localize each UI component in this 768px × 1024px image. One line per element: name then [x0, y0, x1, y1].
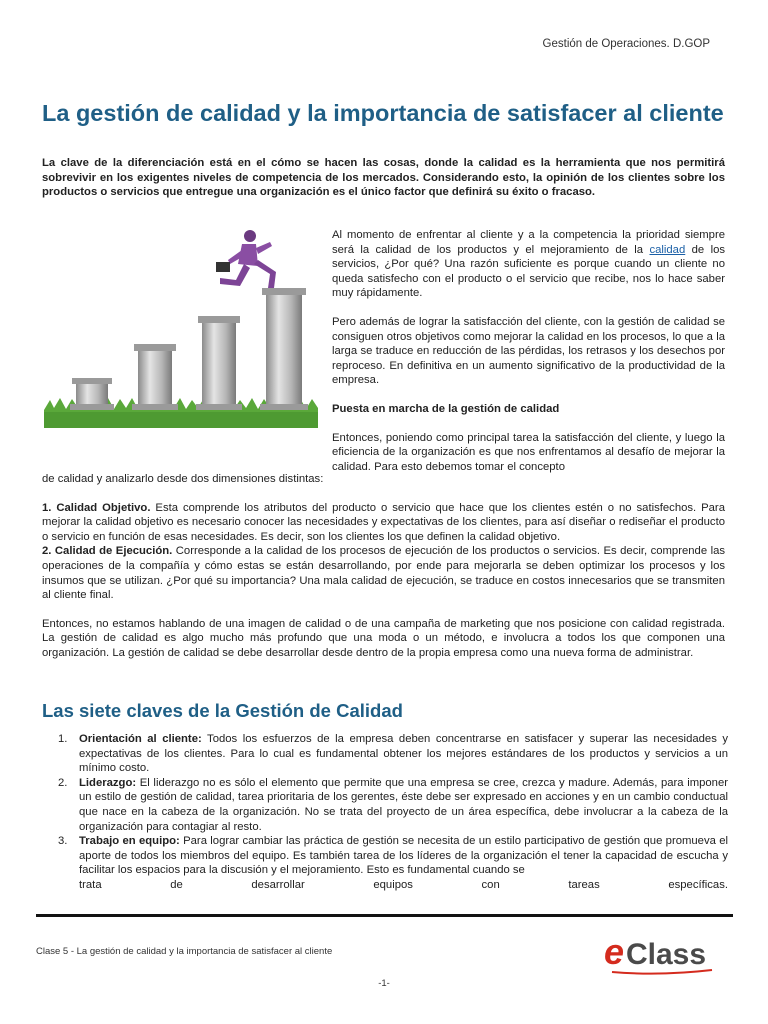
intro-paragraph-2: Pero además de lograr la satisfacción del cliente, con la gestión de calidad se consiguen otros objetivos como mejorar la calidad en los procesos, lo que a la larga se traduce en reducción de las pérdidas, los retrasos y los desechos por reproceso. En definitiva en un aumento significativo de la productividad de la empresa. — [332, 315, 725, 387]
intro-paragraph-3: Entonces, poniendo como principal tarea la satisfacción del cliente, y luego la eficiencia de la organización es que nos enfrentamos al desafío de mejorar la calidad. Para esto debemos tomar el concepto — [332, 431, 725, 473]
list-item-last-line: trata de desarrollar equipos con tareas específicas. — [79, 878, 728, 891]
column-4 — [260, 288, 308, 410]
lead-paragraph: La clave de la diferenciación está en el cómo se hacen las cosas, donde la calidad es la herramienta que nos permitirá sobrevivir en los exigentes niveles de competencia de los mercados. Considerando esto, la opinión de los clientes sobre los productos o servicios que entregue una organización es el único factor que definirá su éxito o fracaso. — [42, 157, 725, 199]
seven-keys-list — [42, 732, 728, 893]
body-block — [42, 472, 725, 661]
column-2 — [132, 344, 178, 410]
section-title-siete-claves: Las siete claves de la Gestión de Calidad — [42, 700, 403, 721]
eclass-logo-text: Class — [626, 938, 707, 971]
jumping-businessman-figure — [216, 230, 276, 288]
columns-illustration — [42, 228, 320, 430]
svg-text:e: e — [604, 931, 625, 972]
list-item: 3. Trabajo en equipo: Para lograr cambiar las práctica de gestión se necesita de un estilo participativo de gestión que promueva el aporte de todos los miembros del equipo. Es también tarea de los líderes de la organización el tener la capacidad de escucha y facilitar los espacios para la discusión y el mejoramiento. Esto es fundamental cuando se trata de desarrollar equipos con tareas específicas. — [58, 835, 729, 891]
page-title: La gestión de calidad y la importancia de satisfacer al cliente — [42, 100, 724, 126]
eclass-logo — [600, 930, 730, 976]
footer-caption: Clase 5 - La gestión de calidad y la importancia de satisfacer al cliente — [36, 946, 333, 957]
dimension-objetivo: 1. Calidad Objetivo. Esta comprende los atributos del producto o servicio que hace que los clientes estén o no satisfechos. Para mejorar la calidad objetivo es necesario conocer las necesidades y expectativas de los clientes, para así diseñar o rediseñar el producto o servicio en función de esas necesidades. Es decir, son los clientes los que definen la calidad objetivo. — [42, 501, 725, 543]
closing-paragraph: Entonces, no estamos hablando de una imagen de calidad o de una campaña de marketing que nos posicione con calidad registrada. La gestión de calidad es algo mucho más profundo que una moda o un método, e involucra a todos los que componen una organización. La gestión de calidad se debe desarrollar desde dentro de la propia empresa como una nueva forma de administrar. — [42, 617, 725, 659]
subheading-puesta-en-marcha: Puesta en marcha de la gestión de calidad — [332, 402, 560, 415]
column-3 — [196, 316, 242, 410]
calidad-link[interactable]: calidad — [649, 243, 686, 256]
document-header: Gestión de Operaciones. D.GOP — [542, 38, 710, 50]
page-number: -1- — [378, 978, 390, 989]
intro-column — [332, 228, 725, 474]
intro-paragraph-1: Al momento de enfrentar al cliente y a la competencia la prioridad siempre será la calidad de los productos y el mejoramiento de la calidad de los servicios, ¿Por qué? Una razón suficiente es porque cuando un cliente no queda satisfecho con el producto o el servicio que recibe, nos lo hace saber muy rápidamente. — [332, 229, 726, 300]
list-item: 2. Liderazgo: El liderazgo no es sólo el elemento que permite que una empresa se cree, crezca y madure. Además, para imponer un estilo de gestión de calidad, tarea prioritaria de los gerentes, éste debe ser expresado en acciones y en un cambio conductual que nace en la cabeza de la organización. No se trata del proyecto de un área específica, debe involucrar a la cabeza de la organización para contagiar al resto. — [58, 776, 729, 833]
footer-divider — [36, 914, 733, 917]
column-1 — [70, 378, 114, 410]
intro-paragraph-3-continuation: de calidad y analizarlo desde dos dimensiones distintas: — [42, 473, 324, 485]
list-item: 1. Orientación al cliente: Todos los esfuerzos de la empresa deben concentrarse en satisfacer y superar las necesidades y expectativas de los clientes. Para lo cual es fundamental obtener los mejores estándares de los productos y servicios a un mínimo costo. — [58, 733, 728, 775]
dimension-ejecucion: 2. Calidad de Ejecución. Corresponde a la calidad de los procesos de ejecución de los productos o servicios. Es decir, comprende las operaciones de la compañía y cómo estas se están desarrollando, por ende para mejorarla se deben optimizar los procesos y los insumos que se utilizan. ¿Por qué su importancia? Una mala calidad de ejecución, se traduce en costos innecesarios que se transmiten al cliente final. — [42, 545, 726, 602]
